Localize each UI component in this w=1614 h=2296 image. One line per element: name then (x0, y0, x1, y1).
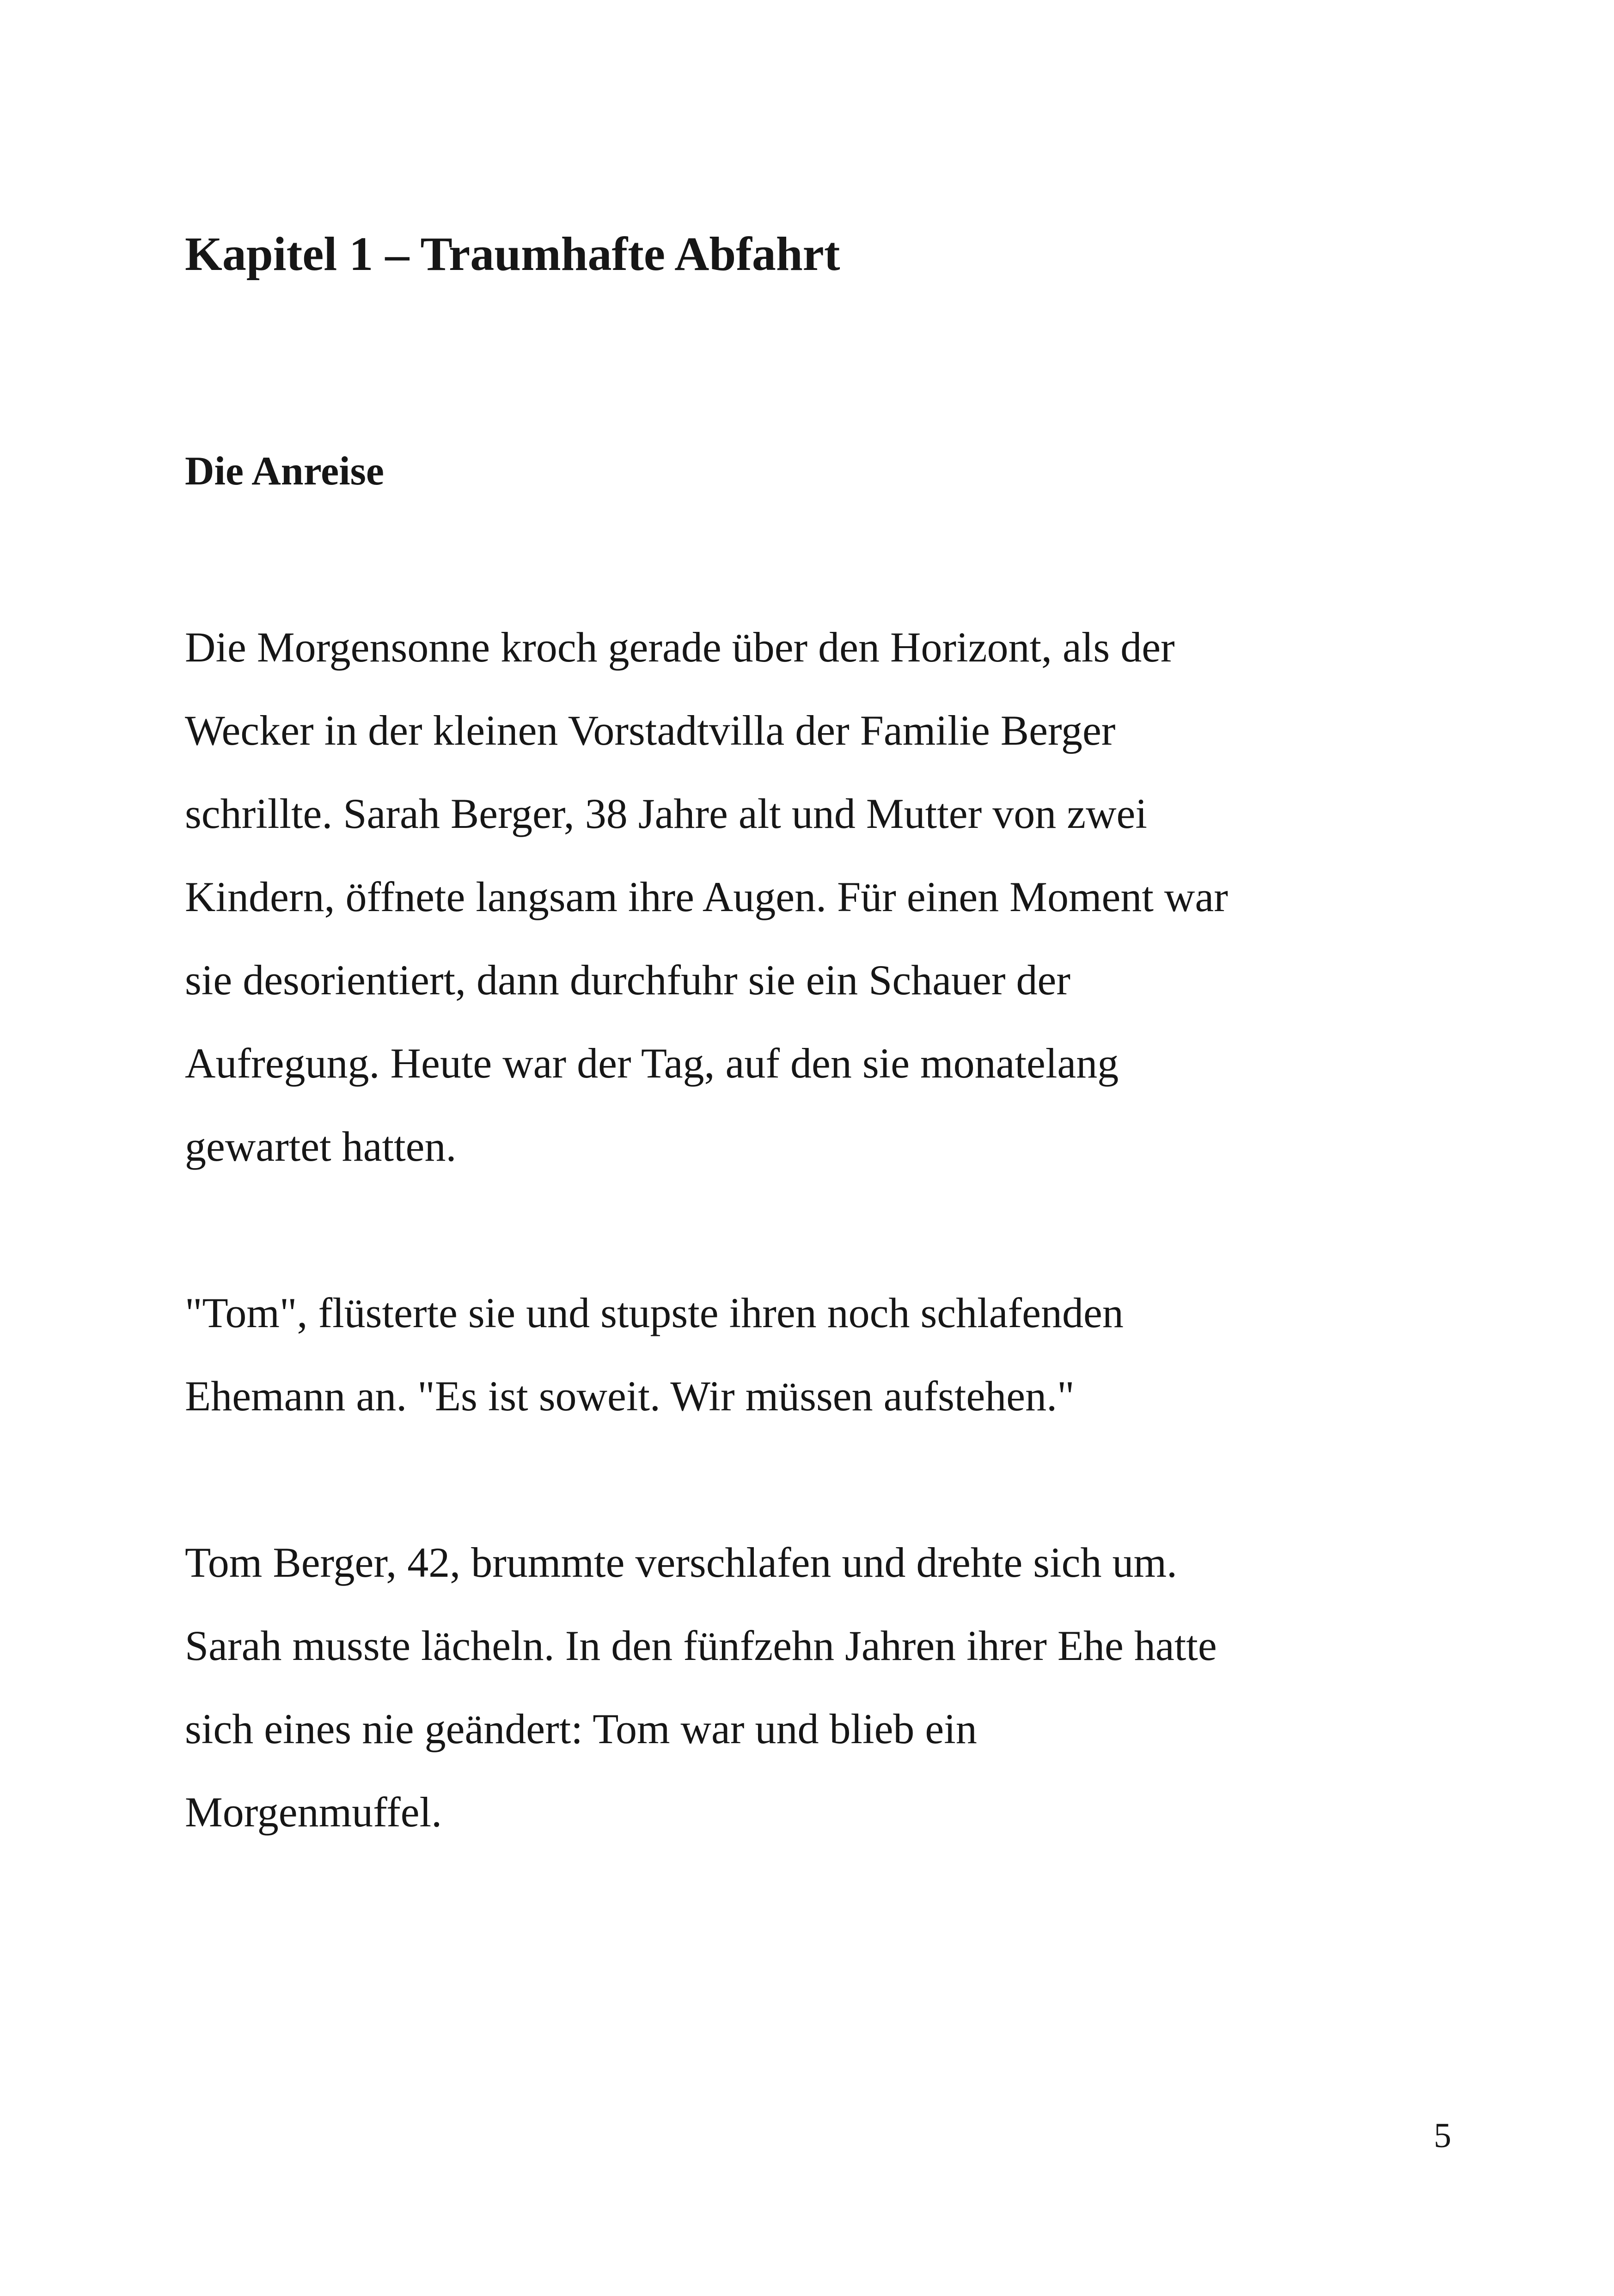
section-title: Die Anreise (185, 449, 384, 494)
paragraph-2 (185, 1271, 1461, 1438)
chapter-title: Kapitel 1 – Traumhafte Abfahrt (185, 227, 840, 281)
text-line: Wecker in der kleinen Vorstadtvilla der Familie Berger (185, 707, 1116, 754)
page-number: 5 (1434, 2116, 1451, 2155)
text-line: "Tom", flüsterte sie und stupste ihren noch schlafenden (185, 1289, 1124, 1336)
text-line: Aufregung. Heute war der Tag, auf den sie monatelang (185, 1040, 1119, 1087)
text-line: sie desorientiert, dann durchfuhr sie ein Schauer der (185, 956, 1070, 1004)
text-line: Ehemann an. "Es ist soweit. Wir müssen aufstehen." (185, 1372, 1075, 1420)
paragraph-1 (185, 606, 1461, 1188)
text-line: sich eines nie geändert: Tom war und blieb ein (185, 1705, 977, 1752)
text-line: Die Morgensonne kroch gerade über den Horizont, als der (185, 624, 1175, 671)
text-line: Morgenmuffel. (185, 1788, 442, 1836)
body-text (185, 606, 1461, 1937)
text-line: Kindern, öffnete langsam ihre Augen. Für einen Moment war (185, 873, 1228, 920)
text-line: schrillte. Sarah Berger, 38 Jahre alt und Mutter von zwei (185, 790, 1147, 837)
paragraph-3 (185, 1521, 1461, 1854)
text-line: Sarah musste lächeln. In den fünfzehn Jahren ihrer Ehe hatte (185, 1622, 1217, 1669)
text-line: gewartet hatten. (185, 1123, 457, 1170)
text-line: Tom Berger, 42, brummte verschlafen und drehte sich um. (185, 1539, 1178, 1586)
